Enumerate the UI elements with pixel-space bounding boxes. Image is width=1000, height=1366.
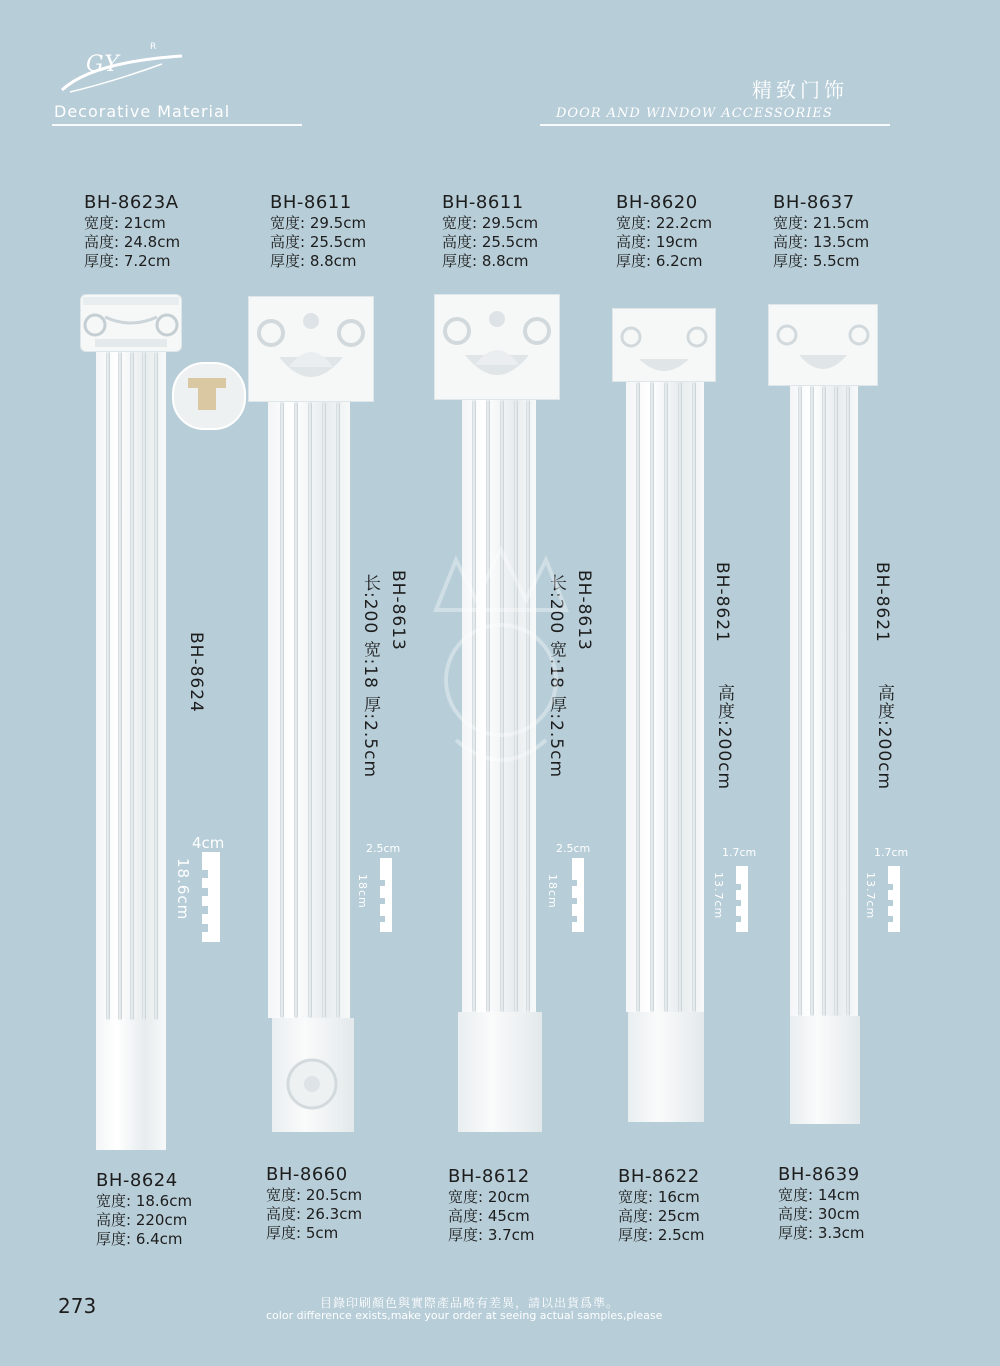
column-plinth <box>458 1012 542 1132</box>
profile-sample-image <box>172 362 246 430</box>
acanthus-ornament-icon <box>435 295 559 399</box>
profile-height: 18.6cm <box>174 858 192 921</box>
column-shaft <box>626 382 704 1012</box>
shaft-code-label: BH-8621 <box>712 562 732 643</box>
corinthian-capital <box>612 308 716 382</box>
profile-section-icon <box>886 866 902 932</box>
product-code: BH-8622 <box>618 1166 700 1187</box>
footer-note-en: color difference exists,make your order at seeing actual samples,please <box>266 1309 663 1322</box>
profile-width: 2.5cm <box>556 842 591 855</box>
column-plinth <box>628 1012 704 1122</box>
registered-mark: R <box>150 42 157 52</box>
product-width: 宽度: 29.5cm <box>270 214 367 232</box>
profile-width: 1.7cm <box>874 846 909 859</box>
header-divider-right <box>540 124 890 126</box>
profile-height: 18cm <box>546 874 559 909</box>
product-height: 高度: 45cm <box>448 1207 530 1225</box>
product-thickness: 厚度: 3.3cm <box>778 1224 865 1242</box>
product-height: 高度: 26.3cm <box>266 1205 363 1223</box>
corinthian-capital <box>768 304 878 386</box>
product-code: BH-8620 <box>616 192 698 213</box>
acanthus-ornament-icon <box>249 297 373 401</box>
product-label <box>442 192 538 271</box>
profile-section-icon <box>378 858 394 932</box>
volute-ornament-icon <box>81 295 181 351</box>
product-width: 宽度: 21cm <box>84 214 166 232</box>
shaft-dims-label: 高度:200cm <box>874 684 894 791</box>
product-thickness: 厚度: 6.2cm <box>616 252 703 270</box>
category-title-cn: 精致门饰 <box>752 78 848 102</box>
product-thickness: 厚度: 5cm <box>266 1224 339 1242</box>
product-width: 宽度: 18.6cm <box>96 1192 193 1210</box>
product-width: 宽度: 20.5cm <box>266 1186 363 1204</box>
column-shaft <box>790 386 858 1016</box>
product-height: 高度: 24.8cm <box>84 233 181 251</box>
column-shaft <box>96 352 166 1150</box>
product-thickness: 厚度: 2.5cm <box>618 1226 705 1244</box>
product-label <box>448 1166 535 1245</box>
column-shaft <box>268 402 350 1018</box>
product-height: 高度: 25.5cm <box>442 233 539 251</box>
footer-note-cn: 目錄印刷顏色與實際產品略有差異，請以出貨爲準。 <box>320 1296 620 1310</box>
profile-width: 4cm <box>192 834 225 852</box>
column-plinth <box>790 1016 860 1124</box>
product-height: 高度: 19cm <box>616 233 698 251</box>
profile-width: 1.7cm <box>722 846 757 859</box>
product-label <box>778 1164 865 1243</box>
product-thickness: 厚度: 8.8cm <box>442 252 529 270</box>
product-label <box>270 192 366 271</box>
product-width: 宽度: 29.5cm <box>442 214 539 232</box>
ionic-capital <box>80 294 182 352</box>
profile-height: 18cm <box>356 874 369 909</box>
acanthus-ornament-icon <box>769 305 877 385</box>
profile-section-icon <box>734 866 750 932</box>
product-code: BH-8623A <box>84 192 179 213</box>
shaft-code-label: BH-8613 <box>574 570 594 651</box>
product-thickness: 厚度: 7.2cm <box>84 252 171 270</box>
rosette-icon <box>272 1018 354 1132</box>
product-thickness: 厚度: 8.8cm <box>270 252 357 270</box>
profile-section-icon <box>570 858 586 932</box>
profile-width: 2.5cm <box>366 842 401 855</box>
product-width: 宽度: 16cm <box>618 1188 700 1206</box>
product-code: BH-8611 <box>270 192 352 213</box>
header-divider-left <box>52 124 302 126</box>
brand-subtitle: Decorative Material <box>54 102 231 121</box>
product-code: BH-8660 <box>266 1164 348 1185</box>
shaft-code-label: BH-8621 <box>872 562 892 643</box>
profile-height: 13.7cm <box>712 872 725 920</box>
watermark-crown-icon <box>396 540 606 780</box>
shaft-dims-label: 高度:200cm <box>714 684 734 791</box>
shaft-code-label: BH-8613 <box>388 570 408 651</box>
product-code: BH-8612 <box>448 1166 530 1187</box>
product-label <box>266 1164 362 1243</box>
product-height: 高度: 25.5cm <box>270 233 367 251</box>
product-height: 高度: 13.5cm <box>773 233 870 251</box>
product-width: 宽度: 14cm <box>778 1186 860 1204</box>
profile-height: 13.7cm <box>864 872 877 920</box>
product-thickness: 厚度: 3.7cm <box>448 1226 535 1244</box>
product-width: 宽度: 20cm <box>448 1188 530 1206</box>
product-width: 宽度: 22.2cm <box>616 214 713 232</box>
product-height: 高度: 220cm <box>96 1211 188 1229</box>
shaft-dims-label: 长:200 宽:18 厚:2.5cm <box>360 574 380 779</box>
product-thickness: 厚度: 6.4cm <box>96 1230 183 1248</box>
corinthian-capital <box>248 296 374 402</box>
product-label <box>773 192 869 271</box>
product-height: 高度: 30cm <box>778 1205 860 1223</box>
product-code: BH-8639 <box>778 1164 860 1185</box>
page-number: 273 <box>58 1294 97 1318</box>
product-code: BH-8637 <box>773 192 855 213</box>
profile-section-icon <box>200 852 222 942</box>
product-code: BH-8611 <box>442 192 524 213</box>
logo-text: GY <box>86 52 120 77</box>
logo-swoosh <box>52 42 192 100</box>
product-code: BH-8624 <box>96 1170 178 1191</box>
product-label <box>616 192 712 271</box>
category-title-en: DOOR AND WINDOW ACCESSORIES <box>556 106 833 121</box>
product-width: 宽度: 21.5cm <box>773 214 870 232</box>
product-label <box>84 192 180 271</box>
shaft-dims-label: 长:200 宽:18 厚:2.5cm <box>546 574 566 779</box>
product-label <box>618 1166 705 1245</box>
product-label <box>96 1170 192 1249</box>
shaft-code-label: BH-8624 <box>186 632 206 713</box>
acanthus-ornament-icon <box>613 309 715 381</box>
product-thickness: 厚度: 5.5cm <box>773 252 860 270</box>
corinthian-capital <box>434 294 560 400</box>
rosette-plinth <box>272 1018 354 1132</box>
product-height: 高度: 25cm <box>618 1207 700 1225</box>
